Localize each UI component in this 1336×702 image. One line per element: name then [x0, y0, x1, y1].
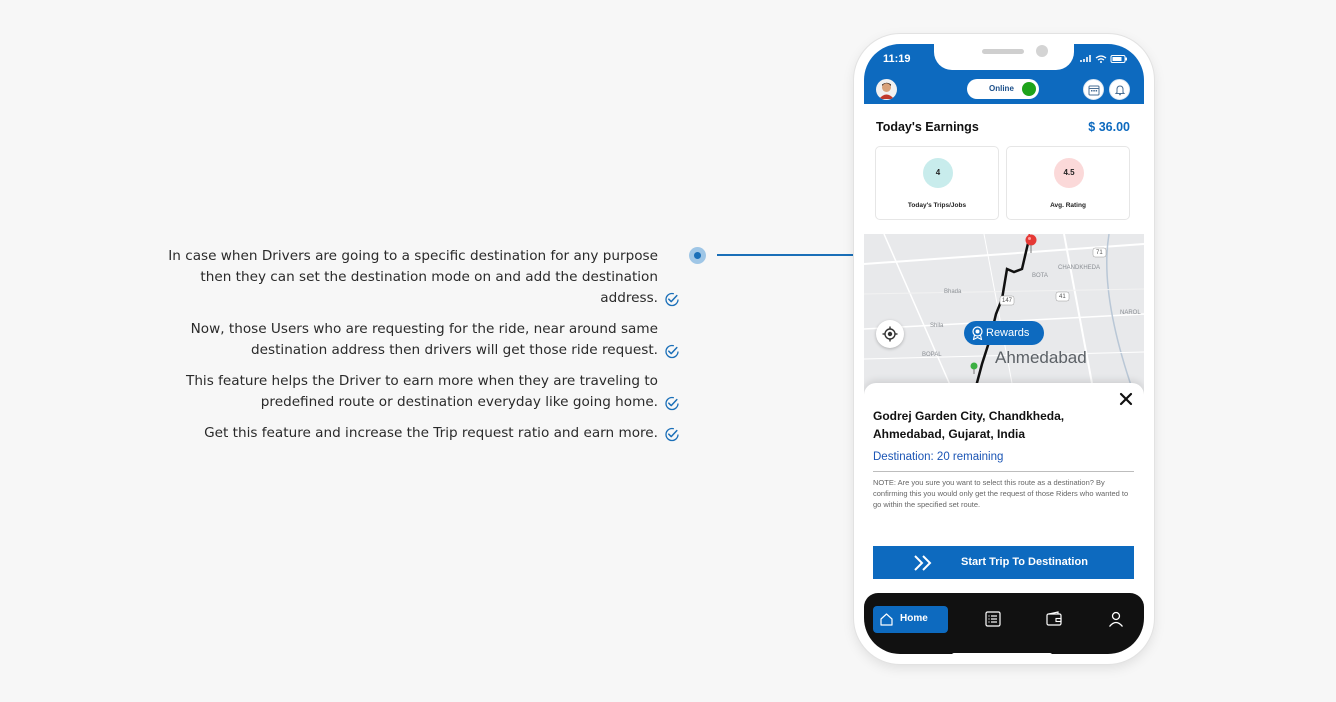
stat-label: Today's Trips/Jobs — [907, 202, 967, 209]
stat-label: Avg. Rating — [1050, 202, 1086, 209]
destination-note: NOTE: Are you sure you want to select this route as a destination? By confirming this you would only get the request of those Riders who wanted to go within the specified set route. — [873, 478, 1129, 509]
rewards-button[interactable] — [964, 321, 1044, 345]
stat-value: 4.5 — [1054, 158, 1084, 188]
toggle-label: Online — [989, 84, 1014, 93]
feature-text: Now, those Users who are requesting for the ride, near around same destination address then drivers will get those ride request. — [190, 321, 658, 358]
road-number: 41 — [1059, 294, 1066, 300]
map-graphic — [864, 234, 1144, 394]
rewards-label: Rewards — [986, 327, 1030, 339]
toggle-knob — [1022, 82, 1036, 96]
map-view[interactable] — [864, 234, 1144, 394]
calendar-icon — [1088, 84, 1100, 96]
map-place-label: BOTA — [1032, 273, 1048, 279]
notification-button[interactable] — [1109, 79, 1130, 100]
locate-me-button[interactable] — [876, 320, 904, 348]
crosshair-icon — [882, 326, 898, 342]
status-time: 11:19 — [883, 53, 911, 65]
phone-notch — [934, 44, 1074, 70]
connector-dot — [689, 247, 706, 264]
profile-icon[interactable] — [1107, 610, 1125, 628]
divider — [873, 471, 1134, 472]
phone-speaker — [982, 49, 1024, 54]
nav-home-label: Home — [900, 613, 928, 624]
destination-address: Godrej Garden City, Chandkheda, Ahmedabad, Gujarat, India — [873, 409, 1065, 441]
map-place-label: Bhada — [944, 289, 962, 295]
trips-icon[interactable] — [984, 610, 1002, 628]
earnings-amount: $ 36.00 — [1088, 120, 1130, 134]
start-trip-button[interactable] — [873, 546, 1134, 579]
road-number: 71 — [1096, 250, 1103, 256]
close-icon[interactable] — [1118, 391, 1134, 407]
stat-value: 4 — [923, 158, 953, 188]
double-chevron-right-icon — [913, 554, 933, 572]
connector-line — [717, 254, 857, 256]
feature-item — [150, 246, 680, 309]
check-icon — [664, 426, 680, 442]
feature-list — [150, 246, 680, 454]
earnings-title: Today's Earnings — [876, 120, 979, 134]
map-city-label: Ahmedabad — [995, 348, 1087, 367]
phone-screen — [864, 44, 1144, 654]
calendar-button[interactable] — [1083, 79, 1104, 100]
check-icon — [664, 395, 680, 411]
nav-home-tab[interactable] — [873, 606, 948, 633]
bottom-nav — [864, 593, 1144, 654]
destination-pin-icon — [1024, 234, 1038, 254]
rewards-icon — [971, 326, 984, 340]
destination-sheet — [864, 383, 1144, 603]
home-indicator — [952, 653, 1052, 654]
feature-item — [150, 371, 680, 413]
feature-item — [150, 319, 680, 361]
stat-card-trips[interactable] — [875, 146, 999, 220]
check-icon — [664, 291, 680, 307]
phone-mockup — [854, 34, 1154, 664]
online-toggle[interactable] — [967, 79, 1039, 99]
map-place-label: NAROL — [1120, 310, 1141, 316]
stat-card-rating[interactable] — [1006, 146, 1130, 220]
check-icon — [664, 343, 680, 359]
wallet-icon[interactable] — [1045, 610, 1063, 628]
phone-camera — [1036, 45, 1048, 57]
destination-remaining: Destination: 20 remaining — [873, 451, 1004, 463]
road-number: 147 — [1002, 298, 1013, 304]
map-place-label: Shila — [930, 323, 944, 329]
start-trip-label: Start Trip To Destination — [961, 556, 1088, 568]
feature-text: This feature helps the Driver to earn more when they are traveling to predefined route or destination everyday like going home. — [186, 373, 658, 410]
origin-pin-icon — [969, 362, 979, 374]
status-icons — [1080, 54, 1130, 64]
avatar[interactable] — [876, 79, 897, 100]
bell-icon — [1114, 84, 1126, 96]
feature-item — [150, 423, 680, 444]
feature-text: In case when Drivers are going to a specific destination for any purpose then they can set the destination mode on and add the destination address. — [168, 248, 658, 306]
avatar-icon — [876, 79, 897, 100]
map-place-label: BOPAL — [922, 352, 942, 358]
feature-text: Get this feature and increase the Trip request ratio and earn more. — [204, 425, 658, 441]
map-place-label: CHANDKHEDA — [1058, 265, 1101, 271]
home-icon — [879, 612, 894, 627]
